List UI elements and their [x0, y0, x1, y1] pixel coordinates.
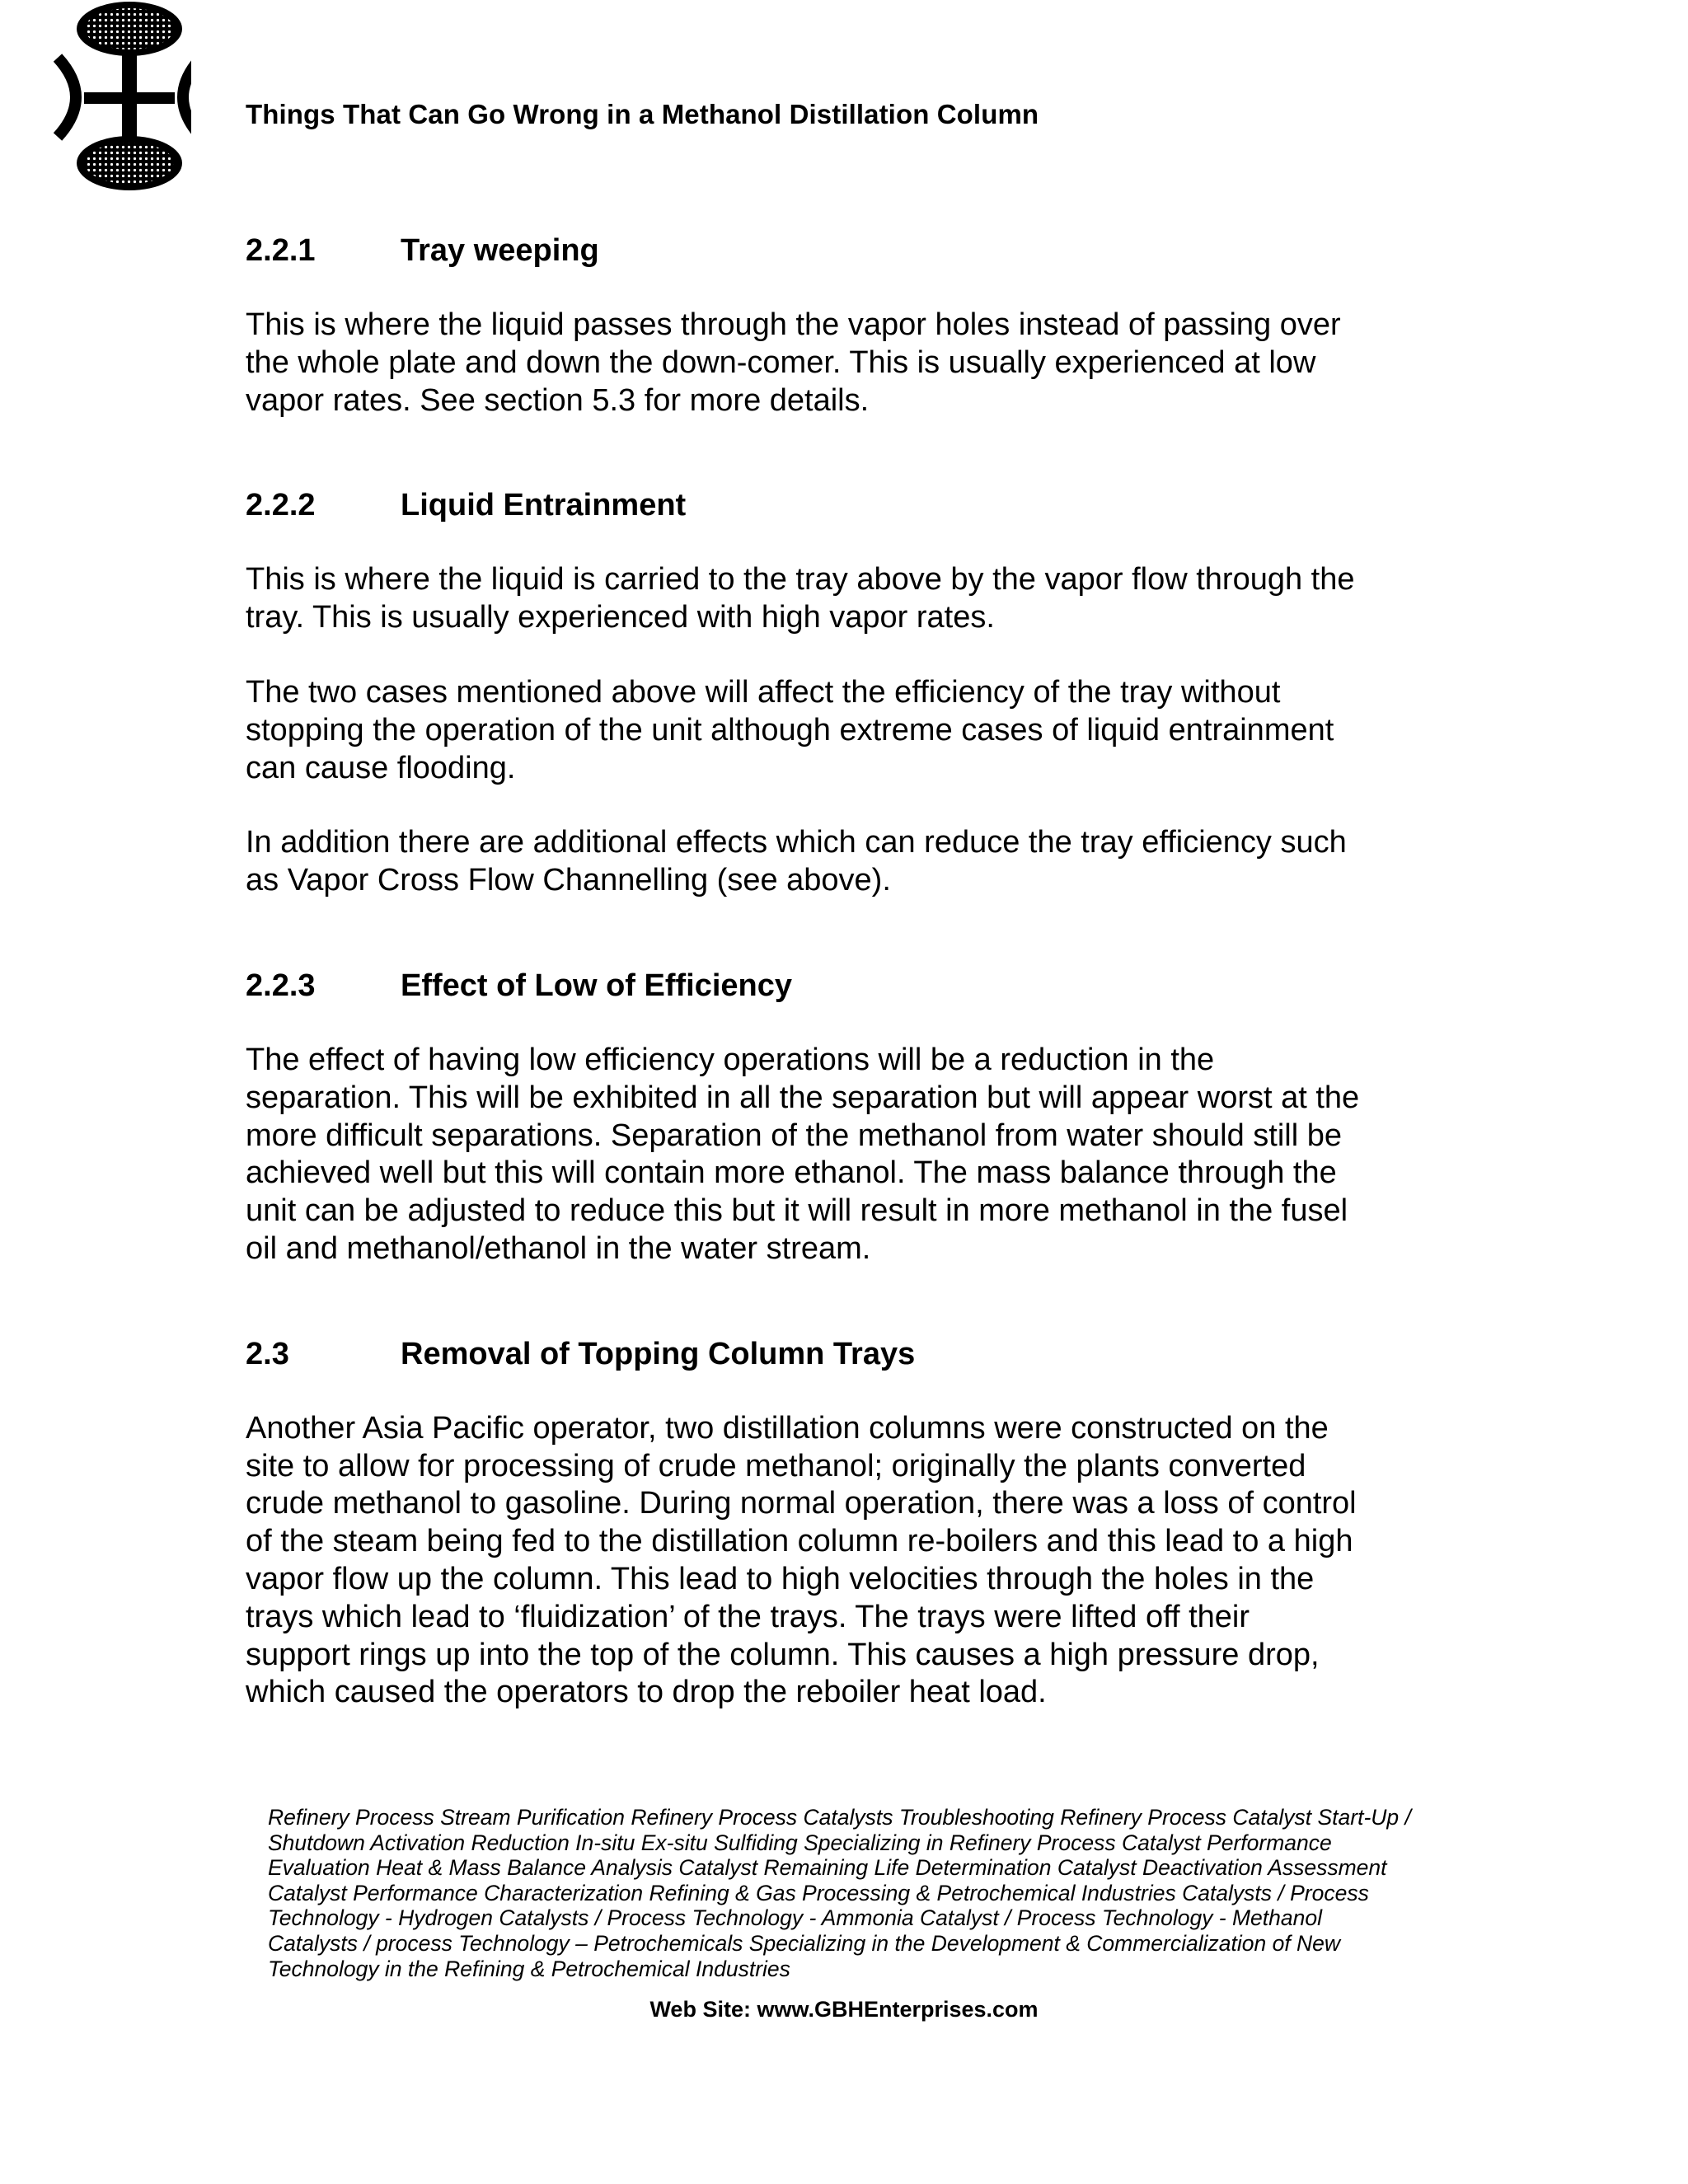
footer-website: Web Site: www.GBHEnterprises.com [649, 1997, 1039, 2022]
section-heading [246, 1336, 1432, 1372]
paragraph: The two cases mentioned above will affect the efficiency of the tray without stopping the operation of the unit although extreme cases of liquid entrainment can cause flooding. [246, 674, 1334, 785]
section-number: 2.2.3 [246, 968, 316, 1003]
footer-services-text: Refinery Process Stream Purification Refinery Process Catalysts Troubleshooting Refinery Process Catalyst Start-Up / Shutdown Activation Reduction In-situ Ex-situ Sulfiding Specializing in Refinery Process Catalyst Performance Evaluation Heat & Mass Balance Analysis Catalyst Remaining Life Determination Catalyst Deactivation Assessment Catalyst Performance Characterization Refining & Gas Processing & Petrochemical Industries Catalysts / Process Technology - Hydrogen Catalysts / Process Technology - Ammonia Catalyst / Process Technology - Methanol Catalysts / process Technology – Petrochemicals Specializing in the Development & Commercialization of New Technology in the Refining & Petrochemical Industries [268, 1805, 1411, 1981]
paragraph: This is where the liquid is carried to the tray above by the vapor flow through the tray. This is usually experienced with high vapor rates. [246, 562, 1355, 635]
section-title: Removal of Topping Column Trays [401, 1336, 916, 1371]
paragraph: In addition there are additional effects which can reduce the tray efficiency such as Vapor Cross Flow Channelling (see above). [246, 825, 1347, 898]
section-heading [246, 968, 1432, 1004]
paragraph: This is where the liquid passes through the vapor holes instead of passing over the whole plate and down the down-comer. This is usually experienced at low vapor rates. See section 5.3 for more details. [246, 307, 1341, 418]
paragraph: The effect of having low efficiency operations will be a reduction in the separation. This will be exhibited in all the separation but will appear worst at the more difficult separations. Separation of the methanol from water should still be achieved well but this will contain more ethanol. The mass balance through the unit can be adjusted to reduce this but it will result in more methanol in the fusel oil and methanol/ethanol in the water stream. [246, 1042, 1360, 1266]
section-heading [246, 487, 1432, 523]
gbh-logo-icon [51, 0, 191, 198]
section-heading [246, 232, 1432, 269]
section-number: 2.2.2 [246, 488, 316, 523]
section-title: Effect of Low of Efficiency [401, 968, 793, 1003]
page-header-title: Things That Can Go Wrong in a Methanol Distillation Column [246, 99, 1039, 129]
paragraph: Another Asia Pacific operator, two distillation columns were constructed on the site to allow for processing of crude methanol; originally the plants converted crude methanol to gasoline. During normal operation, there was a loss of control of the steam being fed to the distillation column re-boilers and this lead to a high vapor flow up the column. This lead to high velocities through the holes in the trays which lead to ‘fluidization’ of the trays. The trays were lifted off their support rings up into the top of the column. This causes a high pressure drop, which caused the operators to drop the reboiler heat load. [246, 1410, 1357, 1710]
section-title: Liquid Entrainment [401, 488, 687, 523]
section-title: Tray weeping [401, 233, 599, 268]
section-number: 2.3 [246, 1336, 289, 1371]
document-body [246, 226, 1432, 1712]
section-number: 2.2.1 [246, 233, 316, 268]
